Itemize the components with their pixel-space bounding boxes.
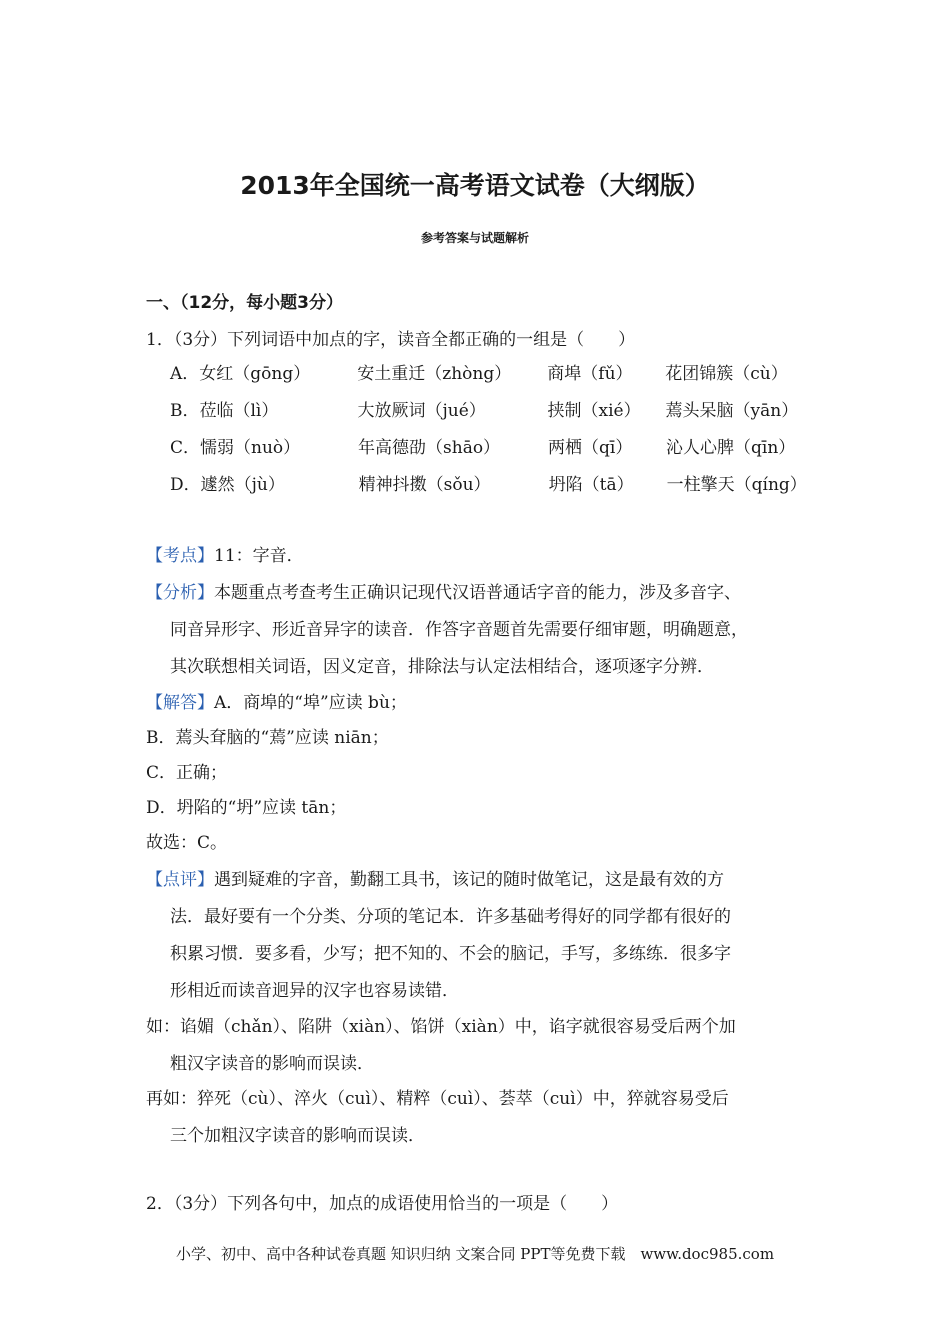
- kaodian: [146, 541, 304, 566]
- option-label: D．: [170, 475, 201, 495]
- option-b: [170, 396, 866, 421]
- fenxi-text: 本题重点考查考生正确识记现代汉语普通话字音的能力，涉及多音字、: [214, 583, 741, 603]
- dianping-tag: 【点评】: [146, 870, 214, 890]
- jieda-line-2: B．蔫头耷脑的“蔫”应读 niān；: [146, 728, 389, 748]
- section-header: 一、（12分，每小题3分）: [146, 293, 343, 313]
- jieda-line-4: D．坍陷的“坍”应读 tān；: [146, 798, 347, 818]
- option-label: A．: [170, 364, 200, 384]
- option-item: 两栖（qī）: [548, 438, 633, 458]
- option-item: 精神抖擞（sǒu）: [358, 475, 491, 495]
- dianping-line-4: 形相近而读音迥异的汉字也容易读错．: [170, 981, 459, 1001]
- option-item: 大放厥词（jué）: [357, 401, 486, 421]
- page-title: 2013年全国统一高考语文试卷（大纲版）: [240, 171, 710, 200]
- dianping-text: 遇到疑难的字音，勤翻工具书，该记的随时做笔记，这是最有效的方: [214, 870, 724, 890]
- dianping-line-1: [146, 865, 724, 890]
- fenxi-line-1: [146, 578, 741, 603]
- example1-line-1: 如：谄媚（chǎn）、陷阱（xiàn）、馅饼（xiàn）中，谄字就很容易受后两个加: [146, 1017, 736, 1037]
- example1-line-2: 粗汉字读音的影响而误读．: [170, 1054, 374, 1074]
- option-item: 安土重迁（zhòng）: [357, 364, 512, 384]
- option-item: 商埠（fǔ）: [547, 364, 633, 384]
- fenxi-line-3: 其次联想相关词语，因义定音，排除法与认定法相结合，逐项逐字分辨．: [170, 657, 714, 677]
- option-label: B．: [170, 401, 200, 421]
- option-item: 女红（gōng）: [199, 364, 311, 384]
- dianping-line-2: 法．最好要有一个分类、分项的笔记本．许多基础考得好的同学都有很好的: [170, 907, 731, 927]
- option-c: [170, 433, 866, 458]
- kaodian-text: 11：字音．: [214, 546, 304, 566]
- fenxi-tag: 【分析】: [146, 583, 214, 603]
- kaodian-tag: 【考点】: [146, 546, 214, 566]
- option-item: 莅临（lì）: [199, 401, 279, 421]
- dianping-line-3: 积累习惯．要多看，少写；把不知的、不会的脑记，手写，多练练．很多字: [170, 944, 731, 964]
- option-label: C．: [170, 438, 201, 458]
- jieda-line-1: [146, 688, 407, 713]
- page-subtitle: 参考答案与试题解析: [420, 231, 529, 245]
- example2-line-1: 再如：猝死（cù）、淬火（cuì）、精粹（cuì）、荟萃（cuì）中，猝就容易受后: [146, 1089, 729, 1109]
- option-item: 沁人心脾（qīn）: [666, 438, 796, 458]
- option-d: [170, 470, 867, 495]
- jieda-line-3: C．正确；: [146, 763, 228, 783]
- question-2-stem: 2．（3分）下列各句中，加点的成语使用恰当的一项是（ ）: [146, 1194, 619, 1214]
- option-item: 蔫头呆脑（yān）: [665, 401, 799, 421]
- option-item: 挟制（xié）: [547, 401, 641, 421]
- option-item: 一柱擎天（qíng）: [666, 475, 807, 495]
- fenxi-line-2: 同音异形字、形近音异字的读音．作答字音题首先需要仔细审题，明确题意，: [170, 620, 748, 640]
- question-1-stem: 1．（3分）下列词语中加点的字，读音全都正确的一组是（ ）: [146, 330, 636, 350]
- option-item: 年高德劭（shāo）: [358, 438, 501, 458]
- option-item: 坍陷（tā）: [548, 475, 634, 495]
- jieda-tag: 【解答】: [146, 693, 214, 713]
- option-a: [170, 359, 865, 384]
- option-item: 花团锦簇（cù）: [665, 364, 788, 384]
- jieda-line-5: 故选：C。: [146, 833, 228, 853]
- jieda-text: A．商埠的“埠”应读 bù；: [214, 693, 407, 713]
- option-item: 懦弱（nuò）: [200, 438, 301, 458]
- option-item: 遽然（jù）: [200, 475, 285, 495]
- example2-line-2: 三个加粗汉字读音的影响而误读．: [170, 1126, 425, 1146]
- footer-text: 小学、初中、高中各种试卷真题 知识归纳 文案合同 PPT等免费下载 www.doc985.com: [175, 1245, 775, 1263]
